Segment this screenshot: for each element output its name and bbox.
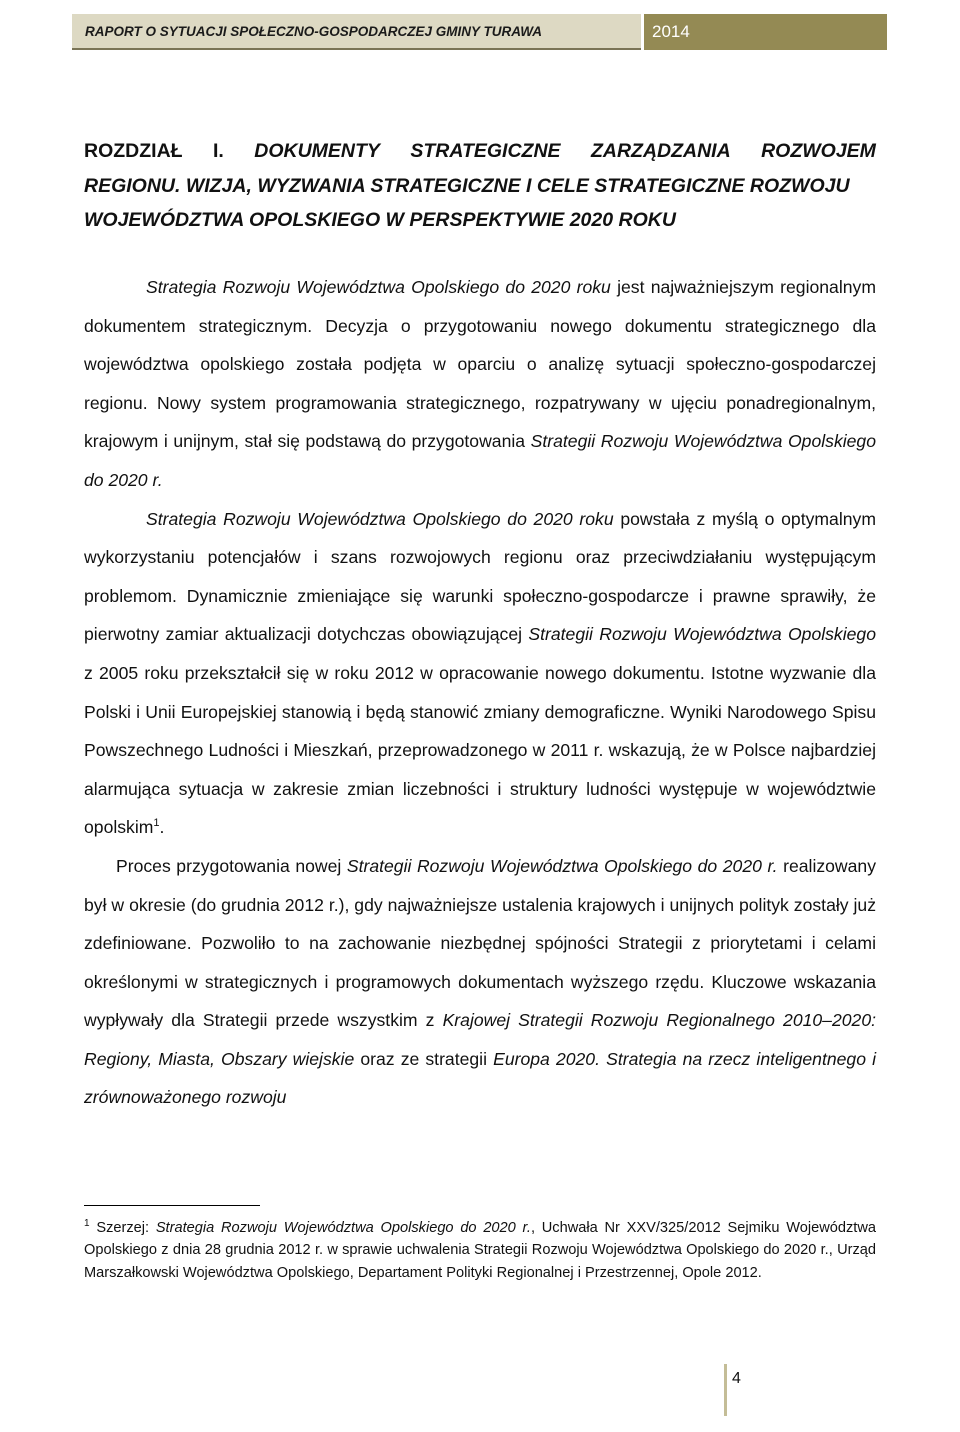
- chapter-word: ROZWOJEM: [761, 140, 876, 162]
- chapter-title: [84, 134, 876, 238]
- chapter-word: STRATEGICZNE: [410, 140, 561, 162]
- page-number-accent: [724, 1364, 727, 1416]
- paragraph-text: Proces przygotowania nowej: [116, 855, 347, 876]
- footnote-text: , Uchwała Nr XXV/325/2012 Sejmiku Województwa Opolskiego z dnia 28 grudnia 2012 r. w sprawie uchwalenia Strategii Rozwoju Województwa Opolskiego do 2020 r., Urząd Marszałkowski Województwa Opolskiego, Departament Polityki Regionalnej i Przestrzennej, Opole 2012.: [84, 1220, 876, 1281]
- paragraph-text: realizowany był w okresie (do grudnia 2012 r.), gdy najważniejsze ustalenia krajowych i unijnych polityk zostały już zdefiniowane. Pozwoliło to na zachowanie niezbędnej spójności Strategii z priorytetami i celami określonymi w strategicznych i programowych dokumentach wyższego rzędu. Kluczowe wskazania wypływały dla Strategii przede wszystkim z: [84, 855, 877, 1031]
- header-year: 2014: [641, 14, 882, 50]
- chapter-word: DOKUMENTY: [254, 140, 380, 162]
- paragraph-2: [84, 500, 876, 847]
- paragraph-text: powstała z myślą o optymalnym wykorzystaniu potencjałów i szans rozwojowych regionu oraz przeciwdziałaniu występującym problemom. Dynamicznie zmieniające się warunki społeczno-gospodarcze i prawne sprawiły, że pierwotny zamiar aktualizacji dotychczas obowiązującej: [84, 508, 876, 645]
- italic-title: Strategii Rozwoju Województwa Opolskiego: [528, 624, 876, 645]
- italic-title: Strategii Rozwoju Województwa Opolskiego do 2020 r.: [84, 431, 876, 490]
- chapter-word: ZARZĄDZANIA: [590, 140, 731, 162]
- footnote-text: Szerzej:: [89, 1220, 156, 1236]
- italic-title: Strategia Rozwoju Województwa Opolskiego do 2020 r.: [155, 1220, 531, 1236]
- page-header: [72, 14, 887, 50]
- chapter-title-line-2: REGIONU. WIZJA, WYZWANIA STRATEGICZNE I CELE STRATEGICZNE ROZWOJU: [84, 174, 850, 197]
- paragraph-text: jest najważniejszym regionalnym dokumentem strategicznym. Decyzja o przygotowaniu nowego dokumentu strategicznego dla województwa opolskiego została podjęta w oparciu o analizę sytuacji społeczno-gospodarczej regionu. Nowy system programowania strategicznego, rozpatrywany w ujęciu ponadregionalnym, krajowym i unijnym, stał się podstawą do przygotowania: [84, 277, 876, 452]
- footnote: [84, 1217, 876, 1284]
- paragraph-text: oraz ze strategii: [354, 1048, 494, 1069]
- italic-title: Strategia Rozwoju Województwa Opolskiego do 2020 roku: [146, 277, 611, 297]
- italic-title: Strategii Rozwoju Województwa Opolskiego do 2020 r.: [346, 855, 778, 876]
- page-number: 4: [732, 1370, 741, 1387]
- chapter-word: ROZDZIAŁ: [84, 140, 183, 162]
- paragraph-1: [84, 268, 876, 500]
- footnote-reference[interactable]: 1: [153, 817, 160, 830]
- footnote-number: 1: [84, 1218, 90, 1229]
- italic-title: Krajowej Strategii Rozwoju Regionalnego 2010–2020: Regiony, Miasta, Obszary wiejskie: [84, 1010, 876, 1069]
- chapter-title-line-3: WOJEWÓDZTWA OPOLSKIEGO W PERSPEKTYWIE 2020 ROKU: [84, 209, 676, 231]
- paragraph-text: z 2005 roku przekształcił się w roku 2012 w opracowanie nowego dokumentu. Istotne wyzwanie dla Polski i Unii Europejskiej stanowią i będą stanowić zmiany demograficzne. Wyniki Narodowego Spisu Powszechnego Ludności i Mieszkań, przeprowadzonego w 2011 r. wskazują, że w Polsce najbardziej alarmująca sytuacja w zakresie zmian liczebności i struktury ludności występuje w województwie opolskim: [84, 662, 876, 838]
- chapter-title-line-1: [84, 134, 876, 169]
- header-accent: [882, 14, 887, 50]
- body-text: [84, 268, 876, 1117]
- header-title: RAPORT O SYTUACJI SPOŁECZNO-GOSPODARCZEJ GMINY TURAWA: [72, 14, 641, 50]
- italic-title: Strategia Rozwoju Województwa Opolskiego do 2020 roku: [146, 508, 614, 529]
- italic-title: Europa 2020. Strategia na rzecz inteligentnego i zrównoważonego rozwoju: [84, 1048, 876, 1108]
- paragraph-3: [84, 847, 876, 1117]
- chapter-word: I.: [212, 140, 224, 162]
- paragraph-text: .: [159, 817, 165, 838]
- footnote-separator: [84, 1205, 260, 1206]
